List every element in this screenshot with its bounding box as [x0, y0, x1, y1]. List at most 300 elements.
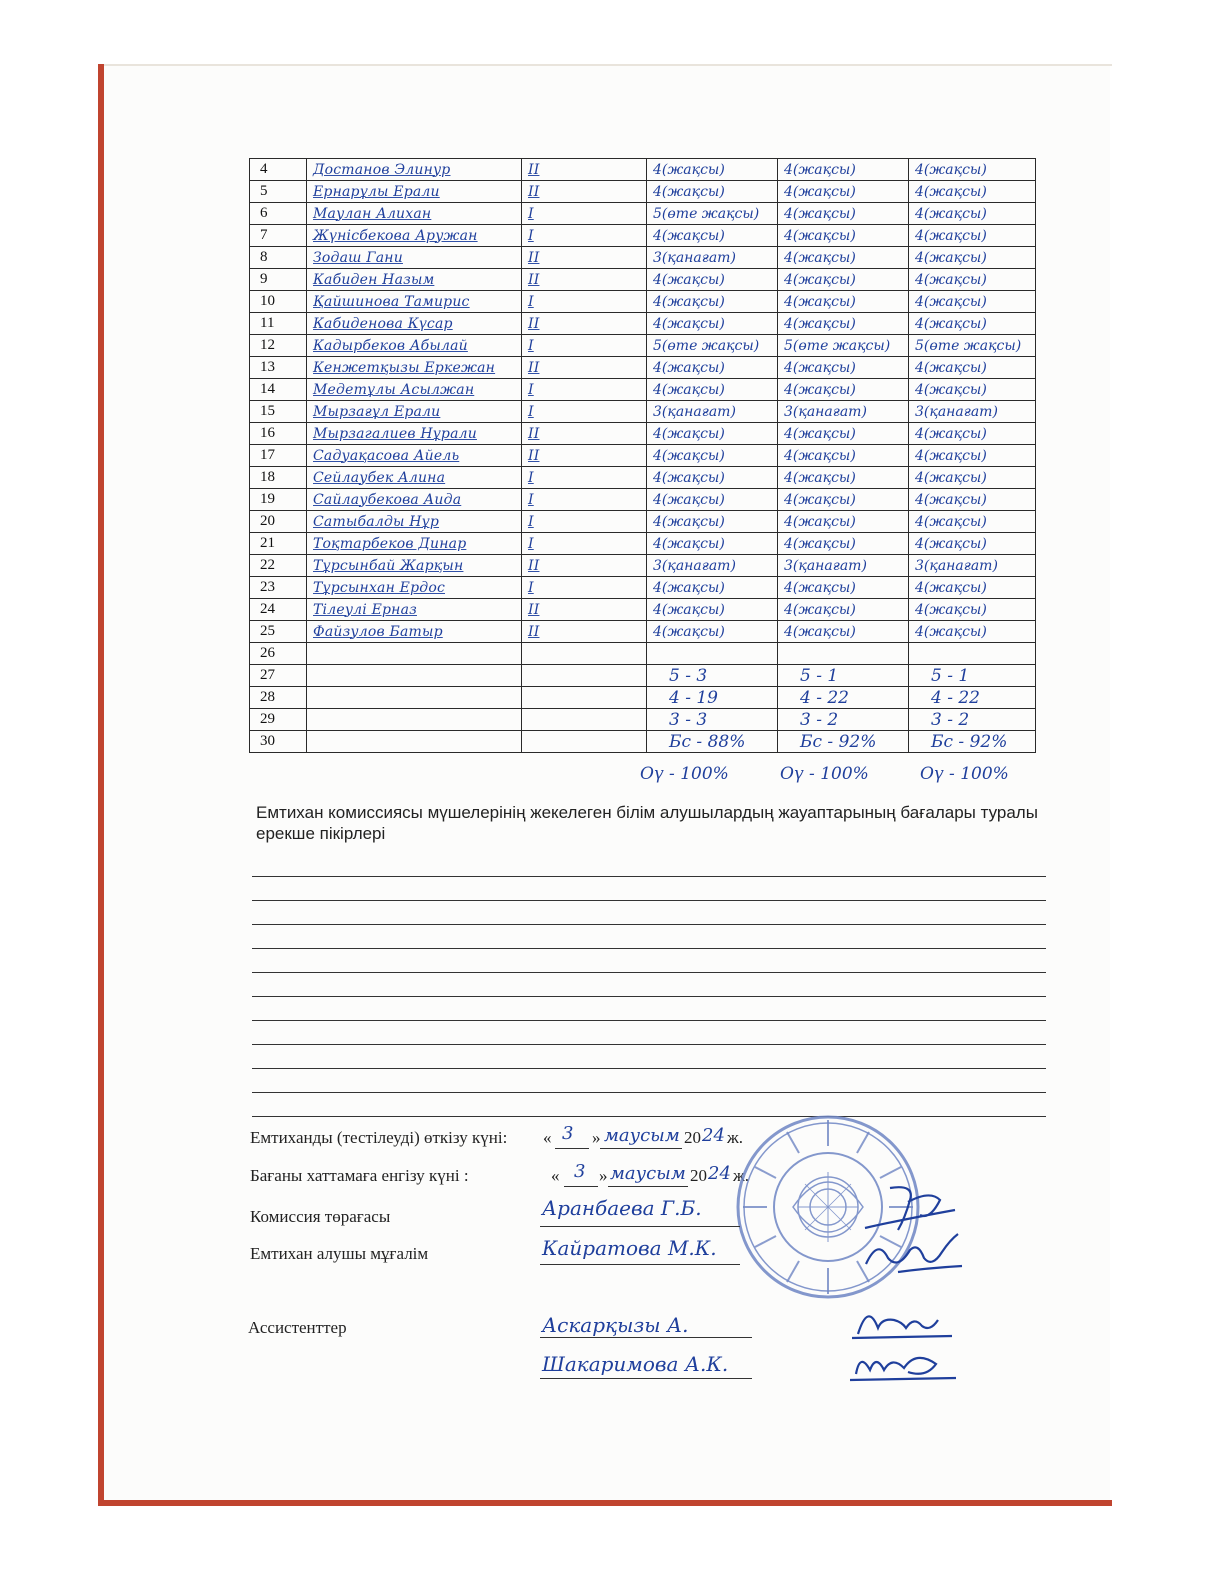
semester-text: I [528, 205, 534, 222]
table-row [250, 555, 1036, 577]
grade-1 [647, 225, 778, 247]
student-name [307, 555, 522, 577]
exam-date-year-suffix: 24 [702, 1125, 725, 1146]
grade-3 [909, 555, 1036, 577]
grade-3 [909, 357, 1036, 379]
empty-cell [522, 665, 647, 687]
semester-text: II [528, 447, 540, 464]
grade-3-text: 5(өте жақсы) [915, 337, 1022, 354]
summary-1 [647, 665, 778, 687]
assistant-signature [846, 1344, 962, 1384]
grade-3-text: 4(жақсы) [915, 271, 987, 288]
student-name [307, 577, 522, 599]
grade-1 [647, 423, 778, 445]
row-number: 24 [250, 599, 307, 621]
grade-1-text: 4(жақсы) [653, 447, 725, 464]
exam-date-open-quote: « [543, 1128, 552, 1147]
semester-text: II [528, 425, 540, 442]
grade-1 [647, 357, 778, 379]
grade-2-text: 4(жақсы) [784, 249, 856, 266]
grade-1-text: 4(жақсы) [653, 513, 725, 530]
row-number: 5 [250, 181, 307, 203]
row-number: 10 [250, 291, 307, 313]
semester [522, 423, 647, 445]
summary-3-text: 4 - 22 [931, 687, 980, 708]
grade-2-text: 4(жақсы) [784, 205, 856, 222]
grade-3-text: 3(қанағат) [915, 403, 998, 420]
grade-1-text: 4(жақсы) [653, 293, 725, 310]
grade-2 [778, 533, 909, 555]
assistant-name-line [540, 1337, 752, 1338]
row-number: 30 [250, 731, 307, 753]
summary-2 [778, 731, 909, 753]
row-number: 7 [250, 225, 307, 247]
grade-2 [778, 291, 909, 313]
notes-heading: Емтихан комиссиясы мүшелерінің жекелеген білім алушылардың жауаптарының бағалары туралы ерекше пікірлері [256, 803, 1038, 843]
row-number: 20 [250, 511, 307, 533]
summary-2-text: 4 - 22 [800, 687, 849, 708]
grade-1-text: 5(өте жақсы) [653, 337, 760, 354]
semester [522, 489, 647, 511]
student-name-text: Достанов Элинур [313, 161, 451, 178]
summary-2 [778, 665, 909, 687]
student-name [307, 159, 522, 181]
semester [522, 577, 647, 599]
row-number: 25 [250, 621, 307, 643]
row-number: 21 [250, 533, 307, 555]
entry-date-suffix: ж. [733, 1166, 749, 1185]
student-name [307, 335, 522, 357]
entry-date-month: маусым [610, 1163, 686, 1184]
notes-line [252, 948, 1046, 949]
empty-cell [522, 709, 647, 731]
grade-1-text: 3(қанағат) [653, 557, 736, 574]
grade-1 [647, 159, 778, 181]
student-name-text: Тұрсынхан Ердос [313, 579, 445, 596]
semester-text: II [528, 359, 540, 376]
grade-3-text: 4(жақсы) [915, 513, 987, 530]
grade-2 [778, 555, 909, 577]
quality-value: Оү - 100% [780, 764, 869, 784]
entry-date-day: 3 [574, 1161, 586, 1182]
grade-1-text: 4(жақсы) [653, 381, 725, 398]
student-name [307, 533, 522, 555]
row-number: 19 [250, 489, 307, 511]
quality-row [640, 764, 1060, 786]
grade-3 [909, 599, 1036, 621]
grade-2-text: 4(жақсы) [784, 447, 856, 464]
grade-2-text: 4(жақсы) [784, 183, 856, 200]
grade-3-text: 4(жақсы) [915, 183, 987, 200]
semester-text: I [528, 579, 534, 596]
semester [522, 643, 647, 665]
grade-2-text: 3(қанағат) [784, 557, 867, 574]
grade-2 [778, 467, 909, 489]
summary-3-text: 5 - 1 [931, 665, 970, 686]
row-number: 18 [250, 467, 307, 489]
grade-1 [647, 599, 778, 621]
exam-date-suffix: ж. [727, 1128, 743, 1147]
empty-cell [307, 731, 522, 753]
quality-value: Оү - 100% [640, 764, 729, 784]
grade-1-text: 4(жақсы) [653, 315, 725, 332]
student-name-text: Кенжетқызы Еркежан [313, 359, 496, 376]
grade-3 [909, 181, 1036, 203]
notes-line [252, 1116, 1046, 1117]
semester-text: II [528, 623, 540, 640]
grade-1-text: 3(қанағат) [653, 249, 736, 266]
grade-3 [909, 489, 1036, 511]
notes-line [252, 900, 1046, 901]
student-name [307, 511, 522, 533]
chair-name-line [540, 1226, 740, 1227]
empty-cell [307, 687, 522, 709]
student-name-text: Маулан Алихан [313, 205, 432, 222]
grade-3 [909, 401, 1036, 423]
grade-2-text: 4(жақсы) [784, 271, 856, 288]
semester-text: I [528, 403, 534, 420]
grade-3-text: 4(жақсы) [915, 315, 987, 332]
table-row [250, 599, 1036, 621]
grade-2-text: 4(жақсы) [784, 161, 856, 178]
grade-1-text: 4(жақсы) [653, 161, 725, 178]
row-number: 14 [250, 379, 307, 401]
table-row [250, 159, 1036, 181]
grade-3 [909, 533, 1036, 555]
grade-1-text: 3(қанағат) [653, 403, 736, 420]
row-number: 13 [250, 357, 307, 379]
table-row [250, 577, 1036, 599]
grade-1 [647, 621, 778, 643]
semester [522, 467, 647, 489]
grade-2 [778, 203, 909, 225]
table-row [250, 401, 1036, 423]
student-name-text: Медетұлы Асылжан [313, 381, 475, 398]
row-number: 28 [250, 687, 307, 709]
semester [522, 357, 647, 379]
summary-1-text: 5 - 3 [669, 665, 708, 686]
row-number: 16 [250, 423, 307, 445]
summary-3 [909, 731, 1036, 753]
student-name-text: Сатыбалды Нұр [313, 513, 440, 530]
student-name-text: Ернарұлы Ерали [313, 183, 440, 200]
grade-1 [647, 181, 778, 203]
grade-2 [778, 423, 909, 445]
grade-1 [647, 291, 778, 313]
semester-text: I [528, 337, 534, 354]
student-name [307, 401, 522, 423]
semester [522, 247, 647, 269]
grade-3 [909, 159, 1036, 181]
student-name-text: Мырзагалиев Нұрали [313, 425, 477, 442]
grade-2 [778, 489, 909, 511]
quality-value: Оү - 100% [920, 764, 1009, 784]
assistant-signature [848, 1298, 958, 1342]
semester-text: II [528, 183, 540, 200]
grade-1 [647, 445, 778, 467]
grade-3 [909, 313, 1036, 335]
notes-line [252, 876, 1046, 877]
grade-1 [647, 467, 778, 489]
summary-row [250, 687, 1036, 709]
grade-1 [647, 511, 778, 533]
table-row [250, 467, 1036, 489]
student-name-text: Кабиден Назым [313, 271, 435, 288]
grade-2 [778, 159, 909, 181]
row-number: 22 [250, 555, 307, 577]
grade-2-text: 3(қанағат) [784, 403, 867, 420]
student-name-text: Сейлаубек Алина [313, 469, 446, 486]
grade-2-text: 4(жақсы) [784, 491, 856, 508]
semester [522, 159, 647, 181]
table-row [250, 203, 1036, 225]
table-row [250, 643, 1036, 665]
student-name-text: Файзулов Батыр [313, 623, 443, 640]
grade-2 [778, 511, 909, 533]
student-name-text: Садуақасова Айель [313, 447, 460, 464]
grade-3 [909, 203, 1036, 225]
grade-3-text: 4(жақсы) [915, 205, 987, 222]
student-name-text: Сайлаубекова Аида [313, 491, 462, 508]
grade-1-text: 4(жақсы) [653, 579, 725, 596]
semester [522, 533, 647, 555]
grade-3 [909, 577, 1036, 599]
grade-1-text: 4(жақсы) [653, 623, 725, 640]
summary-2-text: Бс - 92% [800, 731, 877, 752]
assistants-label: Ассистенттер [248, 1318, 347, 1337]
entry-date-year-suffix: 24 [708, 1163, 731, 1184]
grade-3-text: 4(жақсы) [915, 579, 987, 596]
semester-text: II [528, 557, 540, 574]
student-name [307, 269, 522, 291]
grade-2 [778, 445, 909, 467]
row-number: 8 [250, 247, 307, 269]
grade-1 [647, 643, 778, 665]
exam-date-year-prefix: 20 [684, 1128, 701, 1147]
examiner-name: Кайратова М.К. [542, 1236, 717, 1260]
examiner-label: Емтихан алушы мұғалім [250, 1244, 429, 1263]
table-row [250, 511, 1036, 533]
summary-row [250, 665, 1036, 687]
grade-3 [909, 621, 1036, 643]
summary-2-text: 5 - 1 [800, 665, 839, 686]
grade-3-text: 4(жақсы) [915, 491, 987, 508]
student-name [307, 423, 522, 445]
summary-2 [778, 709, 909, 731]
grade-3 [909, 511, 1036, 533]
grade-2 [778, 335, 909, 357]
semester [522, 621, 647, 643]
semester [522, 225, 647, 247]
grade-2-text: 4(жақсы) [784, 293, 856, 310]
chair-signature [860, 1180, 960, 1235]
grade-3 [909, 247, 1036, 269]
table-row [250, 313, 1036, 335]
scan-edge-left [98, 64, 104, 1506]
grade-1-text: 4(жақсы) [653, 271, 725, 288]
summary-3 [909, 687, 1036, 709]
row-number: 17 [250, 445, 307, 467]
grade-3 [909, 225, 1036, 247]
semester [522, 401, 647, 423]
semester [522, 203, 647, 225]
grade-2-text: 4(жақсы) [784, 579, 856, 596]
grade-1-text: 5(өте жақсы) [653, 205, 760, 222]
grade-2-text: 4(жақсы) [784, 623, 856, 640]
grade-2-text: 4(жақсы) [784, 227, 856, 244]
entry-date-month-line [608, 1186, 688, 1187]
table-row [250, 621, 1036, 643]
empty-cell [307, 709, 522, 731]
entry-date-day-line [564, 1186, 598, 1187]
student-name [307, 225, 522, 247]
grade-3-text: 3(қанағат) [915, 557, 998, 574]
grade-1-text: 4(жақсы) [653, 491, 725, 508]
grade-3-text: 4(жақсы) [915, 359, 987, 376]
semester-text: I [528, 293, 534, 310]
empty-cell [522, 687, 647, 709]
student-name-text: Тұрсынбай Жарқын [313, 557, 464, 574]
grade-3 [909, 423, 1036, 445]
summary-1 [647, 731, 778, 753]
grade-2 [778, 599, 909, 621]
notes-line [252, 996, 1046, 997]
student-name [307, 313, 522, 335]
student-name-text: Жүнісбекова Аружан [313, 227, 478, 244]
grade-3-text: 4(жақсы) [915, 249, 987, 266]
summary-3 [909, 665, 1036, 687]
summary-3 [909, 709, 1036, 731]
semester-text: I [528, 227, 534, 244]
assistant-name: Аскарқызы А. [542, 1313, 689, 1337]
table-row [250, 291, 1036, 313]
student-name [307, 467, 522, 489]
table-row [250, 335, 1036, 357]
grade-2-text: 4(жақсы) [784, 359, 856, 376]
grade-1 [647, 533, 778, 555]
grade-1 [647, 401, 778, 423]
grade-2 [778, 225, 909, 247]
grade-2 [778, 181, 909, 203]
grade-1 [647, 577, 778, 599]
grade-3 [909, 379, 1036, 401]
semester [522, 445, 647, 467]
row-number: 11 [250, 313, 307, 335]
examiner-name-line [540, 1264, 740, 1265]
summary-2-text: 3 - 2 [800, 709, 839, 730]
semester [522, 313, 647, 335]
row-number: 9 [250, 269, 307, 291]
semester [522, 599, 647, 621]
grade-1 [647, 555, 778, 577]
grade-3-text: 4(жақсы) [915, 601, 987, 618]
grade-3-text: 4(жақсы) [915, 425, 987, 442]
grade-3 [909, 445, 1036, 467]
student-name [307, 489, 522, 511]
semester-text: II [528, 161, 540, 178]
row-number: 4 [250, 159, 307, 181]
grade-3 [909, 643, 1036, 665]
grade-2 [778, 379, 909, 401]
grade-1-text: 4(жақсы) [653, 183, 725, 200]
exam-date-close-quote: » [592, 1128, 601, 1147]
table-row [250, 269, 1036, 291]
grade-3-text: 4(жақсы) [915, 623, 987, 640]
row-number: 6 [250, 203, 307, 225]
grade-2 [778, 577, 909, 599]
grade-2 [778, 357, 909, 379]
grade-2-text: 4(жақсы) [784, 469, 856, 486]
student-name-text: Тоқтарбеков Динар [313, 535, 467, 552]
grade-2-text: 4(жақсы) [784, 535, 856, 552]
row-number: 15 [250, 401, 307, 423]
student-name-text: Кадырбеков Абылай [313, 337, 468, 354]
grade-1-text: 4(жақсы) [653, 359, 725, 376]
semester [522, 269, 647, 291]
exam-date-label: Емтиханды (тестілеуді) өткізу күні: [250, 1128, 508, 1147]
table-row [250, 379, 1036, 401]
student-name [307, 203, 522, 225]
grade-2 [778, 247, 909, 269]
semester-text: II [528, 249, 540, 266]
grade-1 [647, 269, 778, 291]
semester [522, 511, 647, 533]
summary-3-text: Бс - 92% [931, 731, 1008, 752]
row-number: 27 [250, 665, 307, 687]
grade-1 [647, 203, 778, 225]
semester-text: II [528, 315, 540, 332]
student-name [307, 379, 522, 401]
grade-3-text: 4(жақсы) [915, 381, 987, 398]
semester-text: I [528, 469, 534, 486]
table-row [250, 247, 1036, 269]
entry-date-close-quote: » [599, 1166, 608, 1185]
table-row [250, 181, 1036, 203]
grade-2-text: 4(жақсы) [784, 513, 856, 530]
student-name [307, 181, 522, 203]
semester-text: II [528, 271, 540, 288]
grade-3-text: 4(жақсы) [915, 535, 987, 552]
table-row [250, 445, 1036, 467]
table-row [250, 489, 1036, 511]
semester-text: I [528, 535, 534, 552]
notes-line [252, 1092, 1046, 1093]
grade-3-text: 4(жақсы) [915, 161, 987, 178]
notes-line [252, 924, 1046, 925]
grade-2 [778, 269, 909, 291]
table-row [250, 225, 1036, 247]
notes-line [252, 1068, 1046, 1069]
semester [522, 291, 647, 313]
row-number: 26 [250, 643, 307, 665]
notes-line [252, 1020, 1046, 1021]
grade-1-text: 4(жақсы) [653, 535, 725, 552]
chair-label: Комиссия төрағасы [250, 1207, 391, 1226]
grade-1 [647, 247, 778, 269]
semester [522, 181, 647, 203]
assistant-name: Шакаримова А.К. [542, 1352, 729, 1376]
summary-row [250, 731, 1036, 753]
entry-date-label: Бағаны хаттамаға енгізу күні : [250, 1166, 469, 1185]
summary-row [250, 709, 1036, 731]
student-name [307, 357, 522, 379]
grade-2-text: 4(жақсы) [784, 381, 856, 398]
grade-2-text: 5(өте жақсы) [784, 337, 891, 354]
grade-3 [909, 269, 1036, 291]
grade-2-text: 4(жақсы) [784, 601, 856, 618]
row-number: 29 [250, 709, 307, 731]
grade-3-text: 4(жақсы) [915, 293, 987, 310]
